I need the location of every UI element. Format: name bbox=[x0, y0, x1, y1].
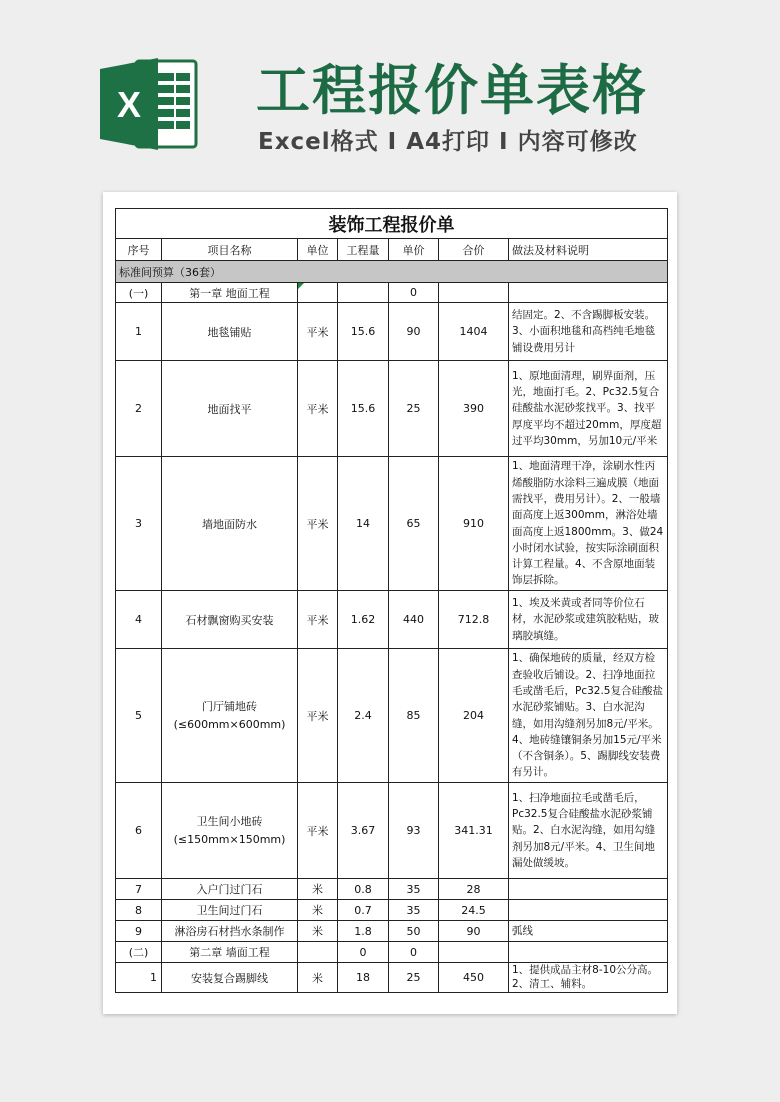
cell-qty[interactable]: 1.62 bbox=[338, 591, 389, 649]
cell-name[interactable]: 卫生间小地砖(≤150mm×150mm) bbox=[162, 783, 298, 879]
cell-total[interactable]: 712.8 bbox=[439, 591, 509, 649]
cell-qty[interactable]: 14 bbox=[338, 457, 389, 591]
cell-unit[interactable]: 平米 bbox=[298, 361, 338, 457]
cell-desc[interactable] bbox=[509, 283, 668, 303]
cell-name[interactable]: 墙地面防水 bbox=[162, 457, 298, 591]
cell-unit[interactable]: 平米 bbox=[298, 303, 338, 361]
cell-price[interactable]: 440 bbox=[389, 591, 439, 649]
cell-total[interactable]: 910 bbox=[439, 457, 509, 591]
table-row bbox=[116, 591, 668, 649]
page-subtitle: Excel格式 I A4打印 I 内容可修改 bbox=[258, 129, 638, 155]
cell-name[interactable]: 卫生间过门石 bbox=[162, 900, 298, 921]
cell-no[interactable]: 5 bbox=[116, 649, 162, 783]
cell-desc[interactable] bbox=[509, 900, 668, 921]
table-row bbox=[116, 303, 668, 361]
cell-no[interactable]: 3 bbox=[116, 457, 162, 591]
cell-price[interactable]: 90 bbox=[389, 303, 439, 361]
cell-name[interactable]: 第一章 地面工程 bbox=[162, 283, 298, 303]
cell-name[interactable]: 地毯铺贴 bbox=[162, 303, 298, 361]
cell-total[interactable] bbox=[439, 942, 509, 963]
table-row bbox=[116, 921, 668, 942]
cell-desc[interactable]: 1、确保地砖的质量，经双方检查验收后铺设。2、扫净地面拉毛或凿毛后，Pc32.5复合硅酸盐水泥砂浆铺贴。3、白水泥沟缝，如用沟缝剂另加8元/平米。4、地砖缝镶铜条另加15元/平米（不含铜条）。5、踢脚线安装费有另计。 bbox=[509, 649, 668, 783]
cell-name[interactable]: 第二章 墙面工程 bbox=[162, 942, 298, 963]
cell-no[interactable]: 9 bbox=[116, 921, 162, 942]
cell-no[interactable]: (一) bbox=[116, 283, 162, 303]
cell-no[interactable]: 1 bbox=[116, 963, 162, 993]
cell-name[interactable]: 安装复合踢脚线 bbox=[162, 963, 298, 993]
cell-no[interactable]: (二) bbox=[116, 942, 162, 963]
spreadsheet-sheet bbox=[103, 192, 677, 1014]
cell-qty[interactable]: 3.67 bbox=[338, 783, 389, 879]
table-row bbox=[116, 879, 668, 900]
cell-no[interactable]: 2 bbox=[116, 361, 162, 457]
cell-price[interactable]: 35 bbox=[389, 879, 439, 900]
cell-name[interactable]: 淋浴房石材挡水条制作 bbox=[162, 921, 298, 942]
cell-price[interactable]: 65 bbox=[389, 457, 439, 591]
cell-desc[interactable]: 1、埃及米黄或者同等价位石材，水泥砂浆或建筑胶粘贴，玻璃胶填缝。 bbox=[509, 591, 668, 649]
cell-unit[interactable]: 米 bbox=[298, 900, 338, 921]
table-header-row bbox=[116, 239, 668, 261]
column-header: 单位 bbox=[298, 239, 338, 261]
cell-price[interactable]: 35 bbox=[389, 900, 439, 921]
column-header: 序号 bbox=[116, 239, 162, 261]
cell-name[interactable]: 地面找平 bbox=[162, 361, 298, 457]
cell-price[interactable]: 93 bbox=[389, 783, 439, 879]
cell-desc[interactable] bbox=[509, 942, 668, 963]
column-header: 做法及材料说明 bbox=[509, 239, 668, 261]
cell-qty[interactable]: 15.6 bbox=[338, 303, 389, 361]
cell-desc[interactable]: 结固定。2、不含踢脚板安装。3、小面积地毯和高档纯毛地毯铺设费用另计 bbox=[509, 303, 668, 361]
cell-unit[interactable]: 米 bbox=[298, 963, 338, 993]
table-row bbox=[116, 942, 668, 963]
cell-unit[interactable]: 平米 bbox=[298, 591, 338, 649]
document-title: 装饰工程报价单 bbox=[116, 209, 668, 239]
cell-total[interactable] bbox=[439, 283, 509, 303]
cell-total[interactable]: 24.5 bbox=[439, 900, 509, 921]
cell-desc[interactable]: 1、地面清理干净，涂刷水性丙烯酸脂防水涂料三遍成膜（地面需找平，费用另计）。2、一般墙面高度上返300mm，淋浴处墙面高度上返1800mm。3、做24小时闭水试验，按实际涂刷面积计算工程量。4、不含原地面装饰层拆除。 bbox=[509, 457, 668, 591]
table-row bbox=[116, 457, 668, 591]
section-label: 标准间预算（36套） bbox=[116, 261, 668, 283]
cell-total[interactable]: 341.31 bbox=[439, 783, 509, 879]
column-header: 项目名称 bbox=[162, 239, 298, 261]
cell-qty[interactable]: 15.6 bbox=[338, 361, 389, 457]
cell-desc[interactable] bbox=[509, 879, 668, 900]
cell-unit[interactable]: 平米 bbox=[298, 457, 338, 591]
cell-desc[interactable]: 弧线 bbox=[509, 921, 668, 942]
cell-total[interactable]: 28 bbox=[439, 879, 509, 900]
cell-unit[interactable]: 米 bbox=[298, 879, 338, 900]
cell-price[interactable]: 25 bbox=[389, 361, 439, 457]
table-row bbox=[116, 783, 668, 879]
cell-name[interactable]: 石材飘窗购买安装 bbox=[162, 591, 298, 649]
cell-no[interactable]: 4 bbox=[116, 591, 162, 649]
column-header: 单价 bbox=[389, 239, 439, 261]
cell-price[interactable]: 0 bbox=[389, 283, 439, 303]
column-header: 工程量 bbox=[338, 239, 389, 261]
cell-unit[interactable] bbox=[298, 942, 338, 963]
cell-total[interactable]: 390 bbox=[439, 361, 509, 457]
cell-desc[interactable]: 1、原地面清理，刷界面剂，压光，地面打毛。2、Pc32.5复合硅酸盐水泥砂浆找平。3、找平厚度平均不超过20mm，厚度超过平均30mm，另加10元/平米 bbox=[509, 361, 668, 457]
column-header: 合价 bbox=[439, 239, 509, 261]
cell-no[interactable]: 7 bbox=[116, 879, 162, 900]
cell-no[interactable]: 6 bbox=[116, 783, 162, 879]
cell-unit[interactable] bbox=[298, 283, 338, 303]
cell-price[interactable]: 25 bbox=[389, 963, 439, 993]
cell-qty[interactable] bbox=[338, 283, 389, 303]
cell-total[interactable]: 204 bbox=[439, 649, 509, 783]
cell-price[interactable]: 85 bbox=[389, 649, 439, 783]
cell-qty[interactable]: 1.8 bbox=[338, 921, 389, 942]
cell-desc[interactable]: 1、扫净地面拉毛或凿毛后，Pc32.5复合硅酸盐水泥砂浆铺贴。2、白水泥沟缝，如用勾缝剂另加8元/平米。4、卫生间地漏处做缓坡。 bbox=[509, 783, 668, 879]
cell-desc[interactable]: 1、提供成品主材8-10公分高。2、清工、辅料。 bbox=[509, 963, 668, 993]
cell-unit[interactable]: 米 bbox=[298, 921, 338, 942]
section-row bbox=[116, 261, 668, 283]
cell-name[interactable]: 门厅铺地砖(≤600mm×600mm) bbox=[162, 649, 298, 783]
excel-logo-icon bbox=[98, 55, 200, 153]
cell-qty[interactable]: 0.7 bbox=[338, 900, 389, 921]
table-row bbox=[116, 900, 668, 921]
cell-name[interactable]: 入户门过门石 bbox=[162, 879, 298, 900]
cell-qty[interactable]: 18 bbox=[338, 963, 389, 993]
cell-no[interactable]: 1 bbox=[116, 303, 162, 361]
cell-no[interactable]: 8 bbox=[116, 900, 162, 921]
cell-unit[interactable]: 平米 bbox=[298, 649, 338, 783]
cell-price[interactable]: 0 bbox=[389, 942, 439, 963]
table-row bbox=[116, 963, 668, 993]
cell-price[interactable]: 50 bbox=[389, 921, 439, 942]
cell-unit[interactable]: 平米 bbox=[298, 783, 338, 879]
cell-qty[interactable]: 0 bbox=[338, 942, 389, 963]
cell-total[interactable]: 1404 bbox=[439, 303, 509, 361]
table-row bbox=[116, 283, 668, 303]
header bbox=[0, 0, 780, 190]
cell-qty[interactable]: 2.4 bbox=[338, 649, 389, 783]
cell-total[interactable]: 90 bbox=[439, 921, 509, 942]
cell-total[interactable]: 450 bbox=[439, 963, 509, 993]
svg-text:X: X bbox=[116, 84, 142, 125]
page-title: 工程报价单表格 bbox=[256, 59, 648, 122]
table-row bbox=[116, 361, 668, 457]
table-row bbox=[116, 649, 668, 783]
cell-qty[interactable]: 0.8 bbox=[338, 879, 389, 900]
quote-table bbox=[115, 208, 668, 993]
